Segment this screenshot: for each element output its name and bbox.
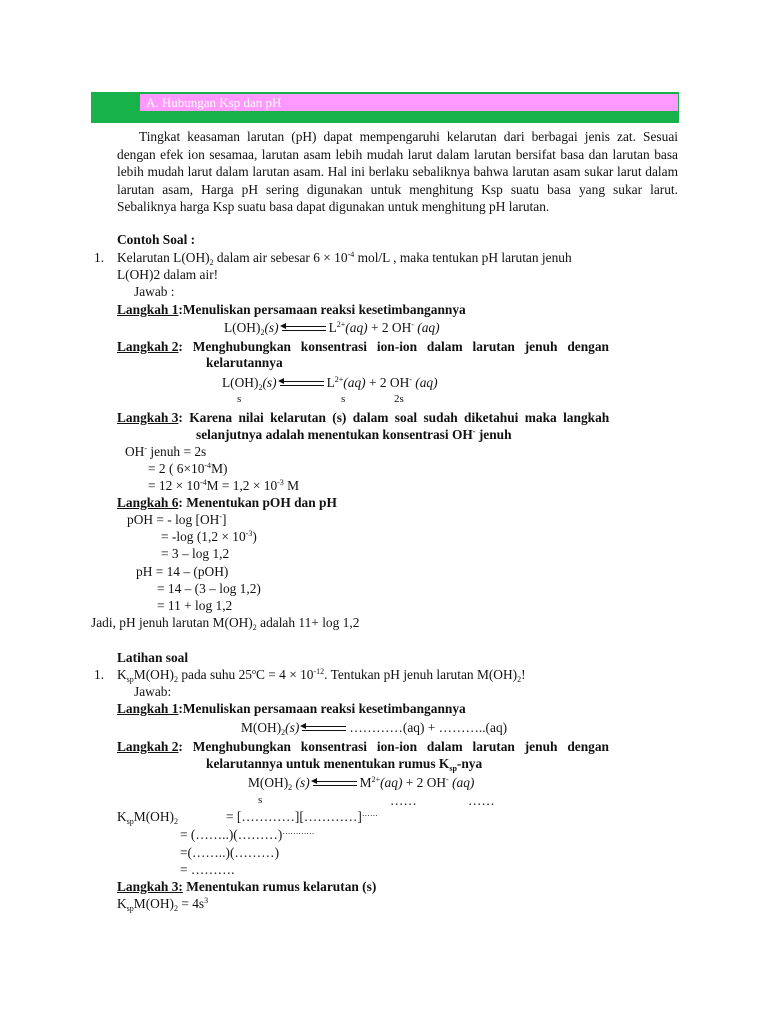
latihan-jawab: Jawab: [134,684,172,699]
contoh-step1: Langkah 1:Menuliskan persamaan reaksi kesetimbangannya [117,302,466,317]
contoh-step2: Langkah 2: Menghubungkan konsentrasi ion-ion dalam larutan jenuh dengan [117,339,609,354]
ksp-line-4: = ………. [180,862,235,877]
latihan-step1: Langkah 1:Menuliskan persamaan reaksi kesetimbangannya [117,701,466,716]
latihan-heading: Latihan soal [117,650,189,665]
contoh-question-line2: L(OH)2 dalam air! [117,267,219,282]
reaction2-s-left: s [237,393,242,405]
contoh-step6: Langkah 6: Menentukan pOH dan pH [117,495,337,510]
poh-line-1: pOH = - log [OH-] [127,512,227,527]
latihan-step2-line2: kelarutannya untuk menentukan rumus $K_{sp}$-nya [206,756,483,773]
oh-line-3: = $12 \times 10^{-4}M = 1,2 \times 10^{-3}$ M [148,478,300,493]
latihan-question: $K_{sp}M(OH)_2$ pada suhu $25^oC = 4 \times 10^{-12}$. Tentukan pH jenuh larutan $M(OH)_2$! [117,667,526,684]
contoh-conclusion: Jadi, pH jenuh larutan $M(OH)_2$ adalah 11+ log 1,2 [91,615,360,632]
reaction-equation-4: $M(OH)_2$ (s) $M^{2+}(aq) + 2$ OH- (aq) [248,775,475,792]
ph-line-1: pH = 14 – (pOH) [136,564,229,579]
reaction-equation-3: $M(OH)_2(s)$ …………(aq) + ………..(aq) [241,720,508,737]
poh-line-2: = -log $(1,2 \times 10^{-3})$ [161,529,257,544]
poh-line-3: = 3 – log 1,2 [161,546,230,561]
equilibrium-arrow-icon [282,326,326,332]
ksp-line-1: = […………][…………]…… [226,809,378,824]
equilibrium-arrow-icon [280,381,324,387]
contoh-soal-heading: Contoh Soal : [117,232,196,247]
ksp-line-3: =(……..)(………) [180,845,280,860]
contoh-question: Kelarutan $L(OH)_2$ dalam air sebesar $6 \times 10^{-4}$ mol/L , maka tentukan pH larutan jenuh [117,250,572,267]
contoh-step3: Langkah 3: Karena nilai kelarutan (s) dalam soal sudah diketahui maka langkah [117,410,610,425]
reaction-equation-2: $L(OH)_2(s)$ $L^{2+}(aq) + 2$ OH- (aq) [222,375,438,392]
ksp-label: $K_{sp}M(OH)_2$ [117,809,178,826]
latihan-step3: Langkah 3: Menentukan rumus kelarutan (s) [117,879,377,894]
equilibrium-arrow-icon [313,781,357,787]
ksp-line-2: = (……..)(………)………… [180,827,315,842]
reaction-equation-1: $L(OH)_2(s)$ $L^{2+}(aq) + 2$ OH- (aq) [224,320,440,337]
intro-paragraph: Tingkat keasaman larutan (pH) dapat mempengaruhi kelarutan dari berbagai jenis zat. Sesuai dengan efek ion sesamaa, larutan asam lebih mudah larut dalam larutan bersifat basa dan larutan basa lebih mudah larut dalam larutan asam. Hal ini berlaku sebaliknya bahwa larutan asam sukar larut dalam larutan asam, Harga pH sering digunakan untuk menghitung Ksp suatu basa yang sukar larut. Sebaliknya harga Ksp suatu basa dapat digunakan untuk menghitung pH larutan. [117,129,678,214]
contoh-number: 1. [94,250,105,265]
latihan-step2: Langkah 2: Menghubungkan konsentrasi ion-ion dalam larutan jenuh dengan [117,739,609,754]
reaction4-dots-right: …… [468,793,495,808]
contoh-step3-line2: selanjutnya adalah menentukan konsentrasi OH- jenuh [196,427,512,442]
ph-line-2: = 14 – (3 – log 1,2) [157,581,261,596]
latihan-number: 1. [94,667,105,682]
reaction4-s: s [258,794,263,806]
latihan-final-formula: $K_{sp}M(OH)_2 = 4s^3$ [117,896,209,913]
oh-line-1: OH- jenuh = 2s [125,444,207,459]
oh-line-2: = 2 ( $6\times 10^{-4}M$) [148,461,228,476]
contoh-jawab: Jawab : [134,284,175,299]
section-title: A. Hubungan Ksp dan pH [140,94,678,111]
contoh-step2-line2: kelarutannya [206,355,283,370]
reaction2-s-right: s [341,393,346,405]
reaction4-dots-left: …… [390,793,417,808]
ph-line-3: = 11 + log 1,2 [157,598,233,613]
reaction2-2s: 2s [394,393,404,405]
equilibrium-arrow-icon [302,726,346,732]
